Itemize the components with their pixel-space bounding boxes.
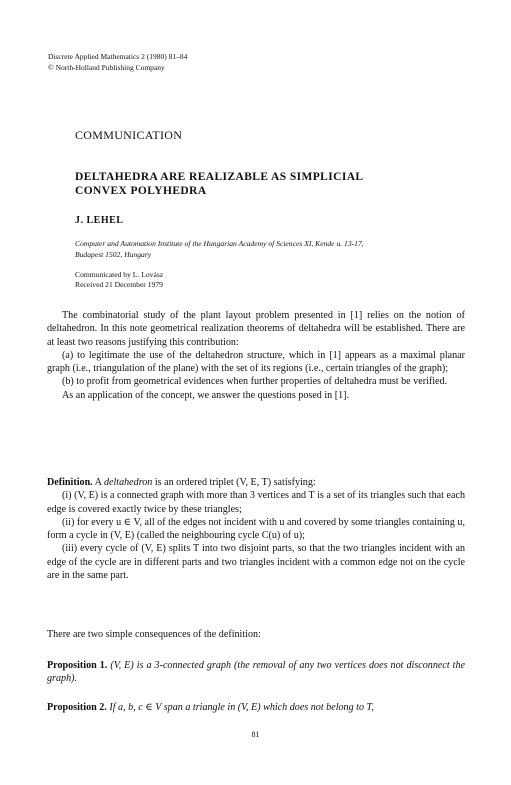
author-affiliation <box>75 238 475 260</box>
journal-header <box>48 51 187 73</box>
proposition-1 <box>47 659 465 686</box>
proposition-2-label: Proposition 2. <box>47 702 107 713</box>
definition-lead <box>47 476 465 489</box>
proposition-2 <box>47 701 465 714</box>
article-title <box>75 171 455 198</box>
definition-condition-ii: (ii) for every u ∈ V, all of the edges not incident with u and covered by some triangles containing u, form a cycle in (V, E) (called the neighbouring cycle C(u) of u); <box>47 516 465 542</box>
introduction <box>47 309 465 402</box>
definition-block <box>47 476 465 582</box>
definition-lead-a: A <box>94 477 102 488</box>
affiliation-line-1: Computer and Automation Institute of the Hungarian Academy of Sciences XI, Kende u. 13-17, <box>75 239 364 248</box>
title-line-1: DELTAHEDRA ARE REALIZABLE AS SIMPLICIAL <box>75 171 364 183</box>
intro-item-b: (b) to profit from geometrical evidences when further properties of deltahedra must be verified. <box>62 376 448 388</box>
definition-condition-i: (i) (V, E) is a connected graph with more than 3 vertices and T is a set of its triangles such that each edge is covered exactly twice by these triangles; <box>47 490 465 515</box>
editorial-notes <box>75 270 163 290</box>
definition-label: Definition. <box>47 477 93 488</box>
intro-paragraph: The combinatorial study of the plant layout problem presented in [1] relies on the notion of deltahedron. In this note geometrical realization theorems of deltahedra will be established. There are at least two reasons justifying this contribution: <box>47 310 465 348</box>
intro-item-a: (a) to legitimate the use of the deltahedron structure, which in [1] appears as a maximal planar graph (i.e., triangulation of the plane) with the set of its regions (i.e., certain triangles of the graph); <box>47 349 465 375</box>
communicated-by: Communicated by L. Lovász <box>75 270 164 279</box>
journal-citation: Discrete Applied Mathematics 2 (1980) 81–84 <box>48 52 188 61</box>
title-line-2: CONVEX POLYHEDRA <box>75 184 207 197</box>
affiliation-line-2: Budapest 1502, Hungary <box>75 250 152 259</box>
definition-term: deltahedron <box>103 477 153 488</box>
definition-condition-iii: (iii) every cycle of (V, E) splits T into two disjoint parts, so that the two triangles incident with an edge of the cycle are in different parts and two triangles incident with a common edge not on the cycle are in the same part. <box>47 543 465 582</box>
proposition-1-text: (V, E) is a 3-connected graph (the removal of any two vertices does not disconnect the graph). <box>47 660 465 685</box>
received-date: Received 21 December 1979 <box>75 280 163 289</box>
definition-lead-b: is an ordered triplet (V, E, T) satisfying: <box>154 477 316 488</box>
page-number: 81 <box>251 730 260 739</box>
section-heading: COMMUNICATION <box>75 128 183 142</box>
consequences-text: There are two simple consequences of the definition: <box>47 629 261 640</box>
publisher-line: © North-Holland Publishing Company <box>48 63 165 72</box>
intro-closing: As an application of the concept, we answer the questions posed in [1]. <box>62 389 350 401</box>
author-name: J. LEHEL <box>75 215 124 226</box>
proposition-2-text: If a, b, c ∈ V span a triangle in (V, E) which does not belong to T, <box>109 702 374 713</box>
proposition-1-label: Proposition 1. <box>47 660 108 671</box>
